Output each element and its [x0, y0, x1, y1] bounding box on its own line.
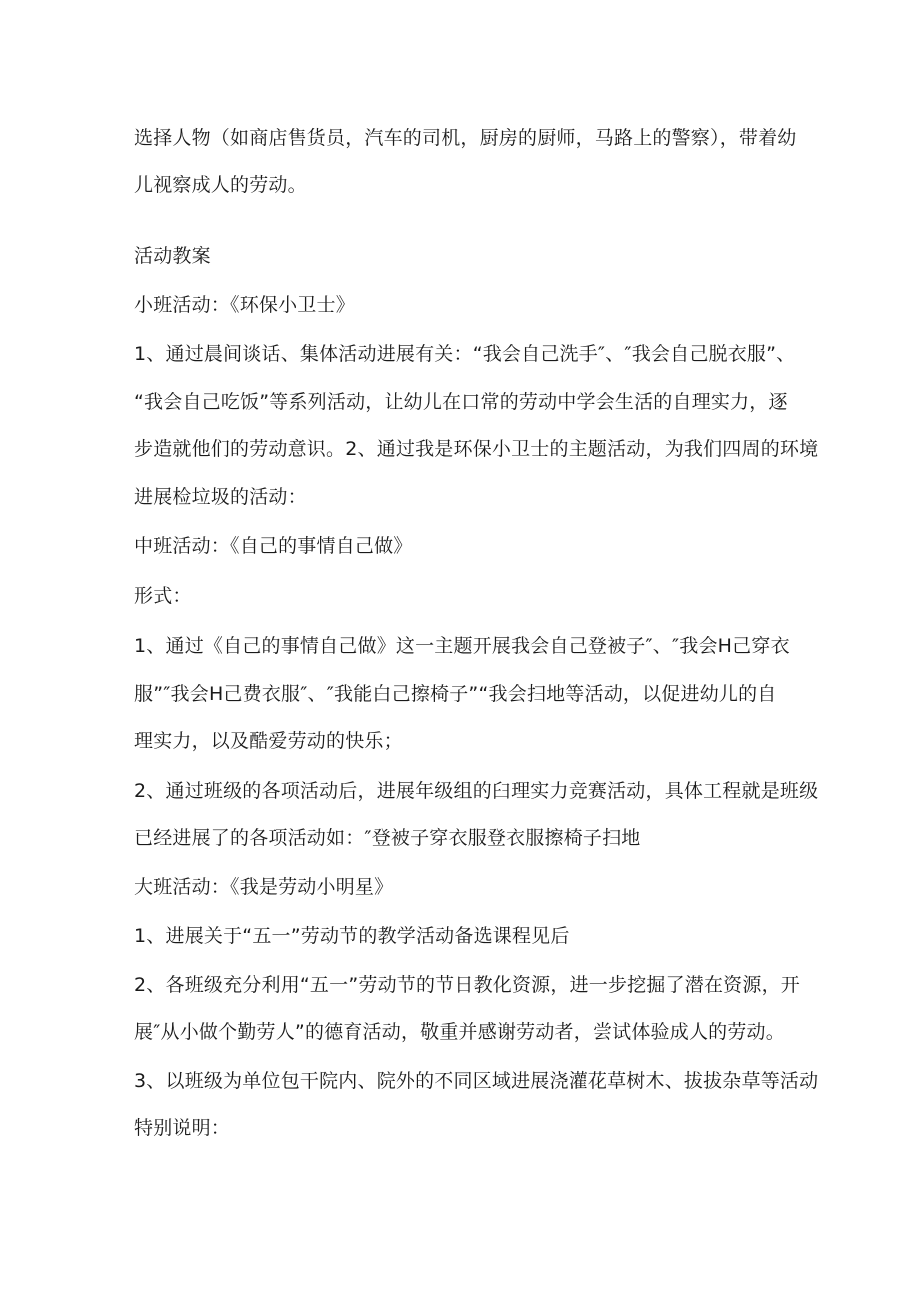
text-line: 服”″我会H己费衣服″、″我能白己擦椅子”“我会扫地等活动，以促进幼儿的自 — [134, 683, 777, 705]
text-line: 2、各班级充分利用“五一”劳动节的节日教化资源，进一步挖掘了潜在资源，开 — [134, 974, 800, 996]
text-line: 已经进展了的各项活动如：″登被子穿衣服登衣服擦椅子扫地 — [134, 827, 641, 849]
text-line: 1、通过晨间谈话、集体活动进展有关：“我会自己洗手″、″我会自己脱衣服”、 — [134, 343, 796, 365]
text-line: 儿视察成人的劳动。 — [134, 174, 307, 196]
text-line: 1、进展关于“五一”劳动节的教学活动备选课程见后 — [134, 925, 570, 947]
section-heading: 活动教案 — [134, 245, 211, 267]
subheading: 大班活动：《我是劳动小明星》 — [134, 876, 394, 898]
text-line: “我会自己吃饭”等系列活动，让幼儿在口常的劳动中学会生活的自理实力，逐 — [134, 391, 788, 413]
text-line: 进展检垃圾的活动： — [134, 486, 307, 508]
text-line: 选择人物（如商店售货员，汽车的司机，厨房的厨师，马路上的警察），带着幼 — [134, 127, 797, 149]
text-line: 理实力，以及酷爱劳动的快乐； — [134, 730, 403, 752]
subheading: 中班活动：《自己的事情自己做》 — [134, 535, 413, 557]
text-line: 步造就他们的劳动意识。2、通过我是环保小卫士的主题活动，为我们四周的环境 — [134, 438, 819, 460]
text-line: 特别说明： — [134, 1117, 231, 1139]
text-line: 展″从小做个勤劳人”的德育活动，敬重并感谢劳动者，尝试体验成人的劳动。 — [134, 1021, 785, 1043]
subheading: 小班活动：《环保小卫士》 — [134, 294, 355, 316]
text-line: 形式： — [134, 585, 192, 607]
text-line: 2、通过班级的各项活动后，进展年级组的臼理实力竞赛活动，具体工程就是班级 — [134, 780, 819, 802]
text-line: 3、以班级为单位包干院内、院外的不同区域进展浇灌花草树木、拔拔杂草等活动 — [134, 1070, 819, 1092]
text-line: 1、通过《自己的事情自己做》这一主题开展我会自己登被子″、″我会H己穿衣 — [134, 635, 790, 657]
